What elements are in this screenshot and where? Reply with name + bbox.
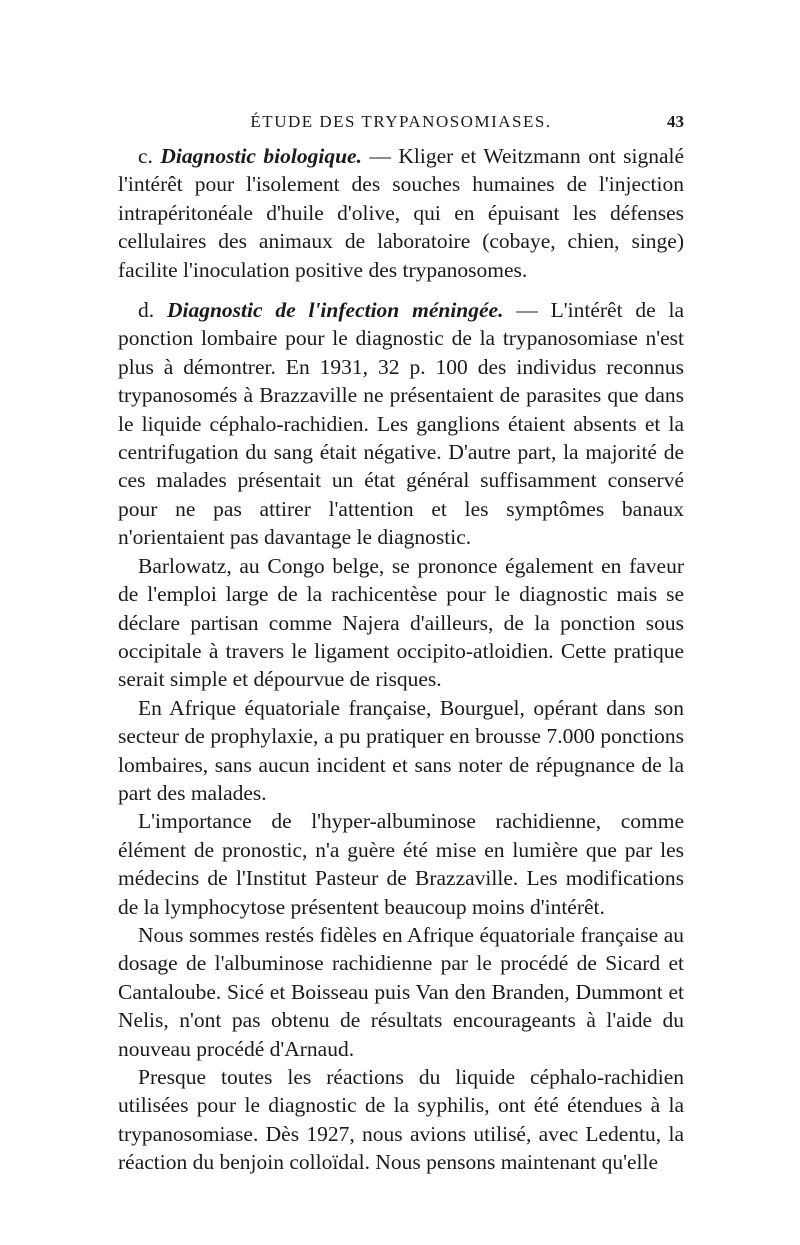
paragraph-hyper-albuminose: L'importance de l'hyper-albuminose rachidienne, comme élément de pronostic, n'a guère été mise en lumière que par les médecins de l'Institut Pasteur de Brazzaville. Les modifications de la lymphocytose présentent beaucoup moins d'intérêt. xyxy=(118,809,684,919)
paragraph-text: — Kliger et Weitzmann ont signalé l'intérêt pour l'isolement des souches humaines de l'injection intrapéritonéale d'huile d'olive, qui en épuisant les défenses cellulaires des animaux de laboratoire (cobaye, chien, singe) facilite l'inoculation positive des trypanosomes. xyxy=(118,144,685,282)
section-label: d. xyxy=(138,298,155,323)
paragraph-dosage-albuminose: Nous sommes restés fidèles en Afrique équatoriale française au dosage de l'albuminose rachidienne par le procédé de Sicard et Cantaloube. Sicé et Boisseau puis Van den Branden, Dummont et Nelis, n'ont pas obtenu de résultats encourageants à l'aide du nouveau procédé d'Arnaud. xyxy=(118,922,684,1061)
document-page xyxy=(118,112,684,1177)
page-number: 43 xyxy=(667,112,684,131)
paragraph-diagnostic-biologique xyxy=(118,142,684,284)
section-heading: Diagnostic de l'infection méningée. xyxy=(166,298,504,323)
section-heading: Diagnostic biologique. xyxy=(160,144,362,168)
paragraph-barlowatz: Barlowatz, au Congo belge, se prononce également en faveur de l'emploi large de la rachicentèse pour le diagnostic mais se déclare partisan comme Najera d'ailleurs, de la ponction sous occipitale à travers le ligament occipito-atloidien. Cette pratique serait simple et dépourvue de risques. xyxy=(118,553,684,692)
running-header xyxy=(118,112,684,142)
paragraph-diagnostic-meningee xyxy=(118,296,684,552)
paragraph-reactions-liquide: Presque toutes les réactions du liquide céphalo-rachidien utilisées pour le diagnostic de la syphilis, ont été étendues à la trypanosomiase. Dès 1927, nous avions utilisé, avec Ledentu, la réaction du benjoin colloïdal. Nous pensons maintenant qu'elle xyxy=(118,1065,684,1175)
paragraph-text: — L'intérêt de la ponction lombaire pour le diagnostic de la trypanosomiase n'est plus à démontrer. En 1931, 32 p. 100 des individus reconnus trypanosomés à Brazzaville ne présentaient de parasites que dans le liquide céphalo-rachidien. Les ganglions étaient absents et la centrifugation du sang était négative. D'autre part, la majorité de ces malades présentait un état général suffisamment conservé pour ne pas attirer l'attention et les symptômes banaux n'orientaient pas davantage le diagnostic. xyxy=(118,298,685,550)
running-title: ÉTUDE DES TRYPANOSOMIASES. xyxy=(250,112,552,131)
paragraph-afrique-equatoriale: En Afrique équatoriale française, Bourguel, opérant dans son secteur de prophylaxie, a pu pratiquer en brousse 7.000 ponctions lombaires, sans aucun incident et sans noter de répugnance de la part des malades. xyxy=(118,695,684,805)
section-label: c. xyxy=(138,144,153,168)
